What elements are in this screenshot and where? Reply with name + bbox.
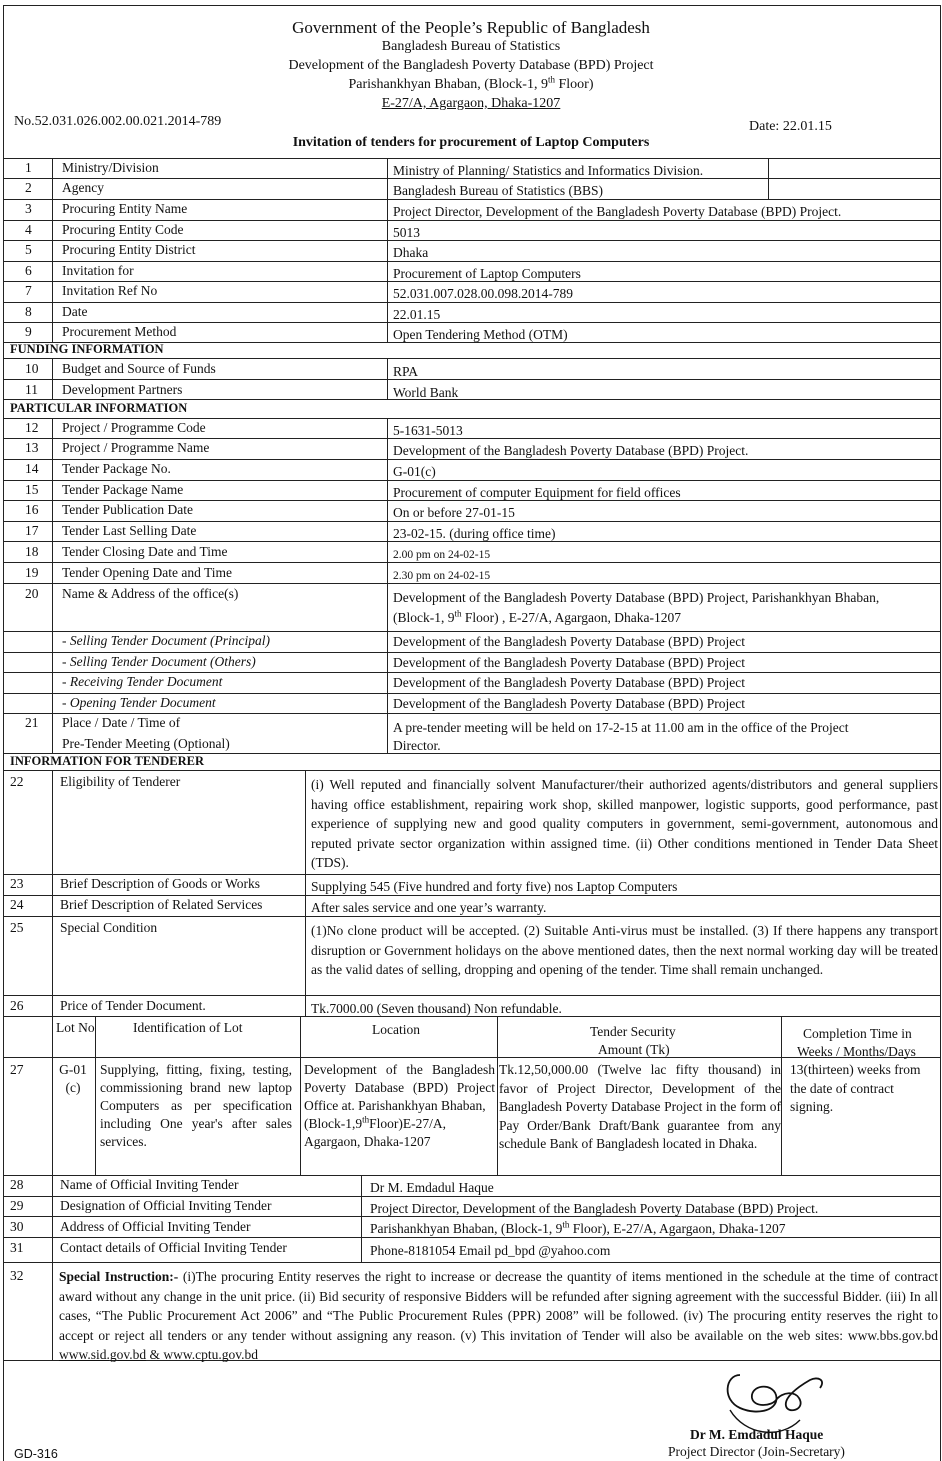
table-rule <box>3 261 940 262</box>
table-rule <box>3 418 940 419</box>
lot-identification: Supplying, fitting, fixing, testing, commissioning brand new laptop Computers as per specification including One year's after sales services. <box>100 1062 292 1149</box>
row-22-value: (i) Well reputed and financially solvent Manufacturer/their authorized agents/distributors and general suppliers having office establishment, repairing work shop, skilled manpower, logistic supports, good performance, past experience of supplying new and good quality computers in government, semi-government, autonomous and reputed private sector organization within assigned time. (ii) Other conditions mentioned in Tender Data Sheet (TDS). <box>311 777 938 870</box>
lot-location-block-sup: th <box>362 1114 370 1125</box>
row-label: Tender Package No. <box>62 461 171 476</box>
row-20-value-2-sup: th <box>454 608 462 619</box>
table-rule <box>3 874 940 875</box>
lot-number: G-01 (c) <box>59 1062 87 1095</box>
row-20-sub-value: Development of the Bangladesh Poverty Database (BPD) Project <box>393 696 746 711</box>
row-21-no: 21 <box>25 715 39 730</box>
row-25-no: 25 <box>10 920 24 935</box>
row-value: Ministry of Planning/ Statistics and Informatics Division. <box>393 163 704 178</box>
lot-header-location: Location <box>372 1022 420 1037</box>
table-rule <box>3 895 940 896</box>
row-20-sub-value: Development of the Bangladesh Poverty Database (BPD) Project <box>393 655 746 670</box>
header-building-pre: Parishankhyan Bhaban, (Block-1, 9 <box>348 77 548 92</box>
table-rule-vertical <box>768 158 769 199</box>
header-address-text: E-27/A, Agargaon, Dhaka-1207 <box>381 96 561 111</box>
row-26-label: Price of Tender Document. <box>60 998 206 1013</box>
row-label: Contact details of Official Inviting Tender <box>60 1240 287 1255</box>
row-20-sub-value: Development of the Bangladesh Poverty Database (BPD) Project <box>393 675 746 690</box>
row-24-label: Brief Description of Related Services <box>60 897 263 912</box>
link-amp: & <box>146 1347 164 1362</box>
table-rule-vertical <box>52 770 53 1262</box>
row-value: 23-02-15. (during office time) <box>393 526 556 541</box>
table-rule <box>3 220 940 221</box>
row-no: 10 <box>25 361 39 376</box>
header-address <box>0 96 942 112</box>
row-value: Open Tendering Method (OTM) <box>393 327 568 342</box>
lot-location-text: Development of the Bangladesh Poverty Database (BPD) Project Office at. Parishankhyan Bhaban, <box>304 1062 495 1113</box>
table-rule <box>3 713 940 714</box>
table-rule-vertical <box>52 1262 53 1360</box>
page-title: Invitation of tenders for procurement of Laptop Computers <box>292 135 650 150</box>
row-26-value: Tk.7000.00 (Seven thousand) Non refundable. <box>311 1001 562 1016</box>
row-value: Project Director, Development of the Bangladesh Poverty Database (BPD) Project. <box>393 204 842 219</box>
row-no: 28 <box>10 1177 24 1192</box>
row-no: 18 <box>25 544 39 559</box>
lot-header-security: Tender Security <box>590 1024 676 1039</box>
link-sid[interactable]: www.sid.gov.bd <box>59 1347 147 1362</box>
table-rule <box>3 521 940 522</box>
row-no: 4 <box>25 222 32 237</box>
row-no: 6 <box>25 263 32 278</box>
row-value: 22.01.15 <box>393 307 441 322</box>
frame-left <box>3 5 4 1461</box>
row-21-value: A pre-tender meeting will be held on 17-2-15 at 11.00 am in the office of the Project <box>393 720 849 735</box>
row-value: Project Director, Development of the Bangladesh Poverty Database (BPD) Project. <box>370 1201 819 1216</box>
row-20-value-2-pre: (Block-1, 9 <box>393 610 455 625</box>
row-30-value-sup: th <box>562 1219 570 1230</box>
row-value: Bangladesh Bureau of Statistics (BBS) <box>393 183 603 198</box>
table-rule <box>3 1262 940 1263</box>
row-label: Tender Last Selling Date <box>62 523 197 538</box>
row-no: 9 <box>25 324 32 339</box>
row-value: Dhaka <box>393 245 429 260</box>
lot-location-block-pre: (Block-1,9 <box>304 1116 363 1131</box>
row-no: 8 <box>25 304 32 319</box>
row-20-sub-label: - Selling Tender Document (Principal) <box>62 633 270 648</box>
row-23-value: Supplying 545 (Five hundred and forty five) nos Laptop Computers <box>311 879 678 894</box>
row-21-label-2: Pre-Tender Meeting (Optional) <box>62 736 230 751</box>
row-label: Designation of Official Inviting Tender <box>60 1198 272 1213</box>
lot-location-city: Agargaon, Dhaka-1207 <box>304 1134 431 1149</box>
row-value: 5013 <box>393 225 420 240</box>
frame-top <box>3 5 940 6</box>
header-building-post: Floor) <box>554 77 594 92</box>
table-rule <box>3 652 940 653</box>
row-20-label: Name & Address of the office(s) <box>62 586 239 601</box>
row-label: Procurement Method <box>62 324 177 339</box>
row-30-value-post: Floor), E-27/A, Agargaon, Dhaka-1207 <box>569 1221 786 1236</box>
row-no: 11 <box>25 382 38 397</box>
row-no: 1 <box>25 160 32 175</box>
row-20-sub-label: - Receiving Tender Document <box>62 674 223 689</box>
table-rule-vertical <box>52 358 53 399</box>
row-label: Name of Official Inviting Tender <box>60 1177 239 1192</box>
row-no: 5 <box>25 242 32 257</box>
row-no: 29 <box>10 1198 24 1213</box>
row-20-value-2 <box>393 610 681 626</box>
section-particular: PARTICULAR INFORMATION <box>10 401 188 415</box>
special-instruction-title: Special Instruction:- <box>59 1269 179 1284</box>
row-value: G-01(c) <box>393 464 436 479</box>
lot-header-security-2: Amount (Tk) <box>598 1042 670 1057</box>
row-20-sub-value: Development of the Bangladesh Poverty Database (BPD) Project <box>393 634 746 649</box>
row-label: Procuring Entity District <box>62 242 196 257</box>
lot-location <box>304 1061 495 1151</box>
table-rule <box>3 358 940 359</box>
row-24-value: After sales service and one year’s warranty. <box>311 900 547 915</box>
table-rule-vertical <box>361 1175 362 1262</box>
memo-date: Date: 22.01.15 <box>749 119 832 134</box>
frame-right <box>940 5 941 1461</box>
table-rule <box>3 916 940 917</box>
row-no: 19 <box>25 565 39 580</box>
header-building-sup: th <box>547 74 555 85</box>
signature-name: Dr M. Emdadul Haque <box>690 1427 824 1442</box>
row-label: Development Partners <box>62 382 183 397</box>
row-value: Procurement of computer Equipment for field offices <box>393 485 681 500</box>
table-rule-vertical <box>52 418 53 753</box>
header-building <box>0 74 942 93</box>
row-25-value: (1)No clone product will be accepted. (2) Suitable Anti-virus must be installed. (3) If there happens any transport disruption or Government holidays on the above mentioned dates, then the next normal working day will be treated as the valid dates of selling, dropping and opening of the tender. Time shall remain unchanged. <box>311 923 938 977</box>
row-21-label: Place / Date / Time of <box>62 715 181 730</box>
row-no: 13 <box>25 440 39 455</box>
row-20-value: Development of the Bangladesh Poverty Database (BPD) Project, Parishankhyan Bhaban, <box>393 590 880 605</box>
row-label: Procuring Entity Code <box>62 222 184 237</box>
row-no: 17 <box>25 523 39 538</box>
row-label: Procuring Entity Name <box>62 201 188 216</box>
row-no: 2 <box>25 180 32 195</box>
row-no: 14 <box>25 461 39 476</box>
row-no: 15 <box>25 482 39 497</box>
row-value: 2.30 pm on 24-02-15 <box>393 570 491 582</box>
table-rule <box>3 995 940 996</box>
table-rule-vertical <box>387 418 388 753</box>
row-label: Tender Closing Date and Time <box>62 544 228 559</box>
row-24-no: 24 <box>10 897 24 912</box>
row-label: Tender Package Name <box>62 482 184 497</box>
table-rule <box>3 302 940 303</box>
row-label: Tender Publication Date <box>62 502 194 517</box>
table-rule <box>3 158 940 159</box>
row-no: 3 <box>25 201 32 216</box>
row-label: Ministry/Division <box>62 160 159 175</box>
table-rule <box>3 240 940 241</box>
table-rule <box>3 459 940 460</box>
row-30-value <box>370 1221 785 1237</box>
row-20-value-2-post: Floor) , E-27/A, Agargaon, Dhaka-1207 <box>461 610 681 625</box>
lot-completion: 13(thirteen) weeks from the date of contract signing. <box>790 1062 921 1114</box>
row-no: 16 <box>25 502 39 517</box>
table-rule <box>3 1237 940 1238</box>
table-rule <box>3 631 940 632</box>
table-rule <box>3 770 940 771</box>
row-label: Invitation Ref No <box>62 283 158 298</box>
row-value: Dr M. Emdadul Haque <box>370 1180 494 1195</box>
row-label: Date <box>62 304 88 319</box>
row-20-sub-label: - Selling Tender Document (Others) <box>62 654 256 669</box>
row-label: Agency <box>62 180 104 195</box>
header-gov: Government of the People’s Republic of Bangladesh <box>292 18 650 37</box>
row-value: Procurement of Laptop Computers <box>393 266 581 281</box>
row-27-no: 27 <box>10 1062 24 1077</box>
table-rule-vertical <box>387 158 388 342</box>
row-label: Tender Opening Date and Time <box>62 565 233 580</box>
section-tenderer: INFORMATION FOR TENDERER <box>10 754 204 768</box>
row-value: On or before 27-01-15 <box>393 505 515 520</box>
table-rule <box>3 438 940 439</box>
table-rule <box>3 693 940 694</box>
table-rule <box>3 480 940 481</box>
row-25-label: Special Condition <box>60 920 158 935</box>
row-label: Project / Programme Code <box>62 420 206 435</box>
table-rule-vertical <box>52 158 53 342</box>
table-rule-vertical <box>497 1016 498 1175</box>
section-funding: FUNDING INFORMATION <box>10 342 164 356</box>
table-rule <box>3 399 940 400</box>
table-rule-vertical <box>781 1016 782 1175</box>
row-value: World Bank <box>393 385 459 400</box>
row-23-no: 23 <box>10 876 24 891</box>
table-rule <box>3 322 940 323</box>
row-20-no: 20 <box>25 586 39 601</box>
row-value: RPA <box>393 364 419 379</box>
row-value: Phone-8181054 Email pd_bpd @yahoo.com <box>370 1243 611 1258</box>
table-rule <box>3 672 940 673</box>
table-rule-vertical <box>305 770 306 1016</box>
lot-header-identification: Identification of Lot <box>133 1020 243 1035</box>
lot-header-completion-2: Weeks / Months/Days <box>797 1044 916 1059</box>
row-value: 5-1631-5013 <box>393 423 463 438</box>
row-20-sub-label: - Opening Tender Document <box>62 695 216 710</box>
table-rule-vertical <box>387 358 388 399</box>
header-project: Development of the Bangladesh Poverty Database (BPD) Project <box>288 58 654 73</box>
footer-code: GD-316 <box>14 1447 58 1461</box>
table-rule <box>3 1175 940 1176</box>
lot-location-block-post: Floor)E-27/A, <box>369 1116 447 1131</box>
row-value: 2.00 pm on 24-02-15 <box>393 549 491 561</box>
row-21-value-2: Director. <box>393 738 441 753</box>
row-23-label: Brief Description of Goods or Works <box>60 876 261 891</box>
row-no: 31 <box>10 1240 24 1255</box>
row-label: Invitation for <box>62 263 134 278</box>
table-rule-vertical <box>300 1016 301 1175</box>
row-22-no: 22 <box>10 774 24 789</box>
link-cptu[interactable]: www.cptu.gov.bd <box>163 1347 259 1362</box>
signature-designation: Project Director (Join-Secretary) <box>668 1444 845 1459</box>
table-rule <box>3 1196 940 1197</box>
lot-header-lot-no: Lot No <box>56 1020 95 1035</box>
lot-location-block <box>304 1115 495 1133</box>
table-rule-vertical <box>95 1016 96 1175</box>
memo-number: No.52.031.026.002.00.021.2014-789 <box>14 114 222 129</box>
header-bureau: Bangladesh Bureau of Statistics <box>381 39 561 54</box>
lot-security: Tk.12,50,000.00 (Twelve lac fifty thousand) in favor of Project Director, Development of the Bangladesh Poverty Database Project in the form of Pay Order/Bank Draft/Bank guarantee from any schedule Bank of Bangladesh located in Dhaka. <box>499 1062 781 1151</box>
row-32-no: 32 <box>10 1268 24 1283</box>
row-value: 52.031.007.028.00.098.2014-789 <box>393 286 573 301</box>
table-rule <box>3 199 940 200</box>
row-30-no: 30 <box>10 1219 24 1234</box>
row-label: Project / Programme Name <box>62 440 210 455</box>
table-rule <box>3 379 940 380</box>
row-26-no: 26 <box>10 998 24 1013</box>
row-30-label: Address of Official Inviting Tender <box>60 1219 251 1234</box>
row-label: Budget and Source of Funds <box>62 361 216 376</box>
row-no: 12 <box>25 420 39 435</box>
special-instruction-text: (i)The procuring Entity reserves the right to increase or decrease the quantity of items mentioned in the schedule at the time of contract award without any change in the unit price. (ii) Bid security of responsive Bidders will be refunded after signing agreement with the successful Bidder. (iii) In all cases, “The Public Procurement Act 2006” and “The Public Procurement Rules (PPR) 2008” will be followed. (iv) The procuring entity reserves the right to accept or reject all tenders or any tender without assigning any reason. (v) This invitation of Tender will also be available on the web sites: www.bbs.gov.bd <box>59 1269 938 1343</box>
row-value: Development of the Bangladesh Poverty Database (BPD) Project. <box>393 443 749 458</box>
row-22-label: Eligibility of Tenderer <box>60 774 181 789</box>
row-no: 7 <box>25 283 32 298</box>
row-30-value-pre: Parishankhyan Bhaban, (Block-1, 9 <box>370 1221 563 1236</box>
lot-header-completion: Completion Time in <box>803 1026 912 1041</box>
